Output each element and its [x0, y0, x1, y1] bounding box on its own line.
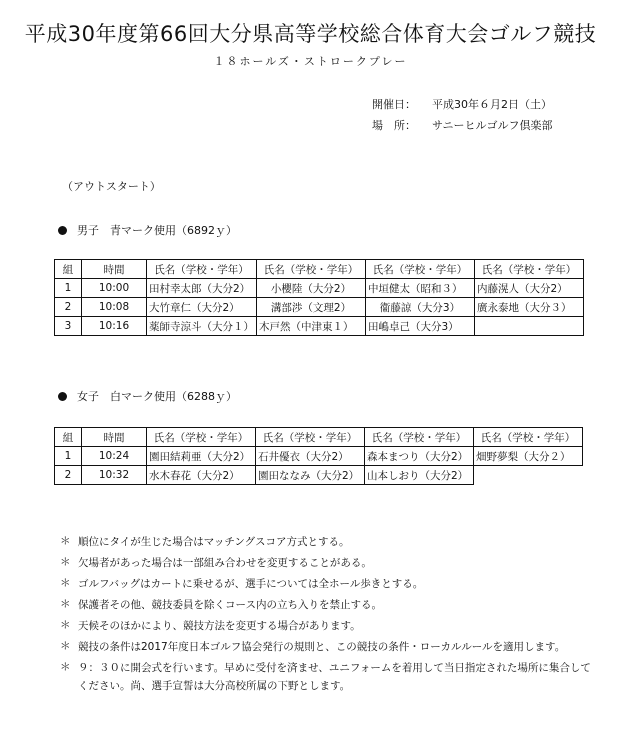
player-cell: 廣永泰地（大分３）	[475, 298, 584, 317]
boys-heading-text: 男子 青マーク使用（6892ｙ）	[77, 224, 237, 237]
event-date-row	[372, 96, 552, 112]
list-item	[60, 552, 598, 573]
asterisk-icon: ＊	[60, 556, 71, 568]
note-text: 保護者その他、競技委員を除くコース内の立ち入りを禁止する。	[78, 599, 382, 611]
header-player: 氏名（学校・学年）	[147, 428, 256, 447]
table-row	[55, 466, 583, 485]
notes-list	[60, 531, 598, 695]
group-number: 1	[55, 447, 82, 466]
table-row	[55, 317, 584, 336]
list-item	[60, 636, 598, 657]
player-cell: 石井優衣（大分2）	[256, 447, 365, 466]
player-cell: 大竹章仁（大分2）	[147, 298, 257, 317]
bullet-icon	[58, 226, 67, 235]
player-cell-empty	[475, 317, 584, 336]
page-subtitle: １８ホールズ・ストロークプレー	[213, 55, 408, 68]
player-cell: 田嶋卓己（大分3）	[366, 317, 475, 336]
player-cell: 溝部渉（文理2）	[257, 298, 366, 317]
header-player: 氏名（学校・学年）	[365, 428, 474, 447]
header-player: 氏名（学校・学年）	[366, 260, 475, 279]
player-cell: 園田結莉亜（大分2）	[147, 447, 256, 466]
start-note: （アウトスタート）	[62, 180, 161, 193]
header-player: 氏名（学校・学年）	[257, 260, 366, 279]
note-text: 欠場者があった場合は一部組み合わせを変更することがある。	[78, 557, 372, 569]
asterisk-icon: ＊	[60, 640, 71, 652]
header-time: 時間	[82, 260, 147, 279]
girls-heading-text: 女子 白マーク使用（6288ｙ）	[77, 390, 237, 403]
tee-time: 10:16	[82, 317, 147, 336]
table-row	[55, 279, 584, 298]
list-item	[60, 657, 598, 695]
event-place-value: サニーヒルゴルフ倶楽部	[432, 119, 553, 132]
tee-time: 10:08	[82, 298, 147, 317]
asterisk-icon: ＊	[60, 577, 71, 589]
asterisk-icon: ＊	[60, 661, 71, 673]
page-title: 平成30年度第66回大分県高等学校総合体育大会ゴルフ競技	[24, 22, 597, 46]
header-player: 氏名（学校・学年）	[474, 428, 583, 447]
header-group: 組	[55, 428, 82, 447]
girls-heading	[58, 388, 237, 404]
table-header-row	[55, 260, 584, 279]
player-cell: 小櫻陸（大分2）	[257, 279, 366, 298]
event-date-label: 開催日：	[372, 98, 416, 111]
header-player: 氏名（学校・学年）	[147, 260, 257, 279]
note-text: ゴルフバッグはカートに乗せるが、選手については全ホール歩きとする。	[78, 578, 424, 590]
asterisk-icon: ＊	[60, 619, 71, 631]
boys-heading	[58, 222, 237, 238]
table-row	[55, 298, 584, 317]
header-player: 氏名（学校・学年）	[475, 260, 584, 279]
player-cell: 中垣健太（昭和３）	[366, 279, 475, 298]
header-player: 氏名（学校・学年）	[256, 428, 365, 447]
note-text: 順位にタイが生じた場合はマッチングスコア方式とする。	[78, 536, 350, 548]
table-row	[55, 447, 583, 466]
event-place-row	[372, 117, 553, 133]
player-cell: 水木春花（大分2）	[147, 466, 256, 485]
asterisk-icon: ＊	[60, 535, 71, 547]
player-cell: 森本まつり（大分2）	[365, 447, 474, 466]
boys-table	[54, 259, 584, 336]
list-item	[60, 531, 598, 552]
note-text: 天候そのほかにより、競技方法を変更する場合があります。	[78, 620, 361, 632]
tee-time: 10:00	[82, 279, 147, 298]
player-cell: 園田ななみ（大分2）	[256, 466, 365, 485]
group-number: 2	[55, 466, 82, 485]
player-cell: 薬師寺涼斗（大分１）	[147, 317, 257, 336]
player-cell: 衞藤諒（大分3）	[366, 298, 475, 317]
event-date-value: 平成30年６月2日（土）	[432, 98, 552, 111]
note-text: ９：３０に開会式を行います。早めに受付を済ませ、ユニフォームを着用して当日指定された場所に集合してください。尚、選手宣誓は大分高校所属の下野とします。	[78, 662, 591, 692]
group-number: 1	[55, 279, 82, 298]
player-cell: 内藤滉人（大分2）	[475, 279, 584, 298]
tee-time: 10:24	[82, 447, 147, 466]
player-cell-empty	[474, 466, 583, 485]
list-item	[60, 594, 598, 615]
player-cell: 田村幸太郎（大分2）	[147, 279, 257, 298]
bullet-icon	[58, 392, 67, 401]
list-item	[60, 573, 598, 594]
player-cell: 畑野夢梨（大分２）	[474, 447, 583, 466]
group-number: 2	[55, 298, 82, 317]
list-item	[60, 615, 598, 636]
asterisk-icon: ＊	[60, 598, 71, 610]
player-cell: 木戸然（中津東１）	[257, 317, 366, 336]
girls-table	[54, 427, 583, 485]
event-place-label: 場 所：	[372, 119, 416, 132]
header-time: 時間	[82, 428, 147, 447]
note-text: 競技の条件は2017年度日本ゴルフ協会発行の規則と、この競技の条件・ローカルルールを適用します。	[78, 641, 566, 653]
header-group: 組	[55, 260, 82, 279]
tee-time: 10:32	[82, 466, 147, 485]
group-number: 3	[55, 317, 82, 336]
player-cell: 山本しおり（大分2）	[365, 466, 474, 485]
table-header-row	[55, 428, 583, 447]
